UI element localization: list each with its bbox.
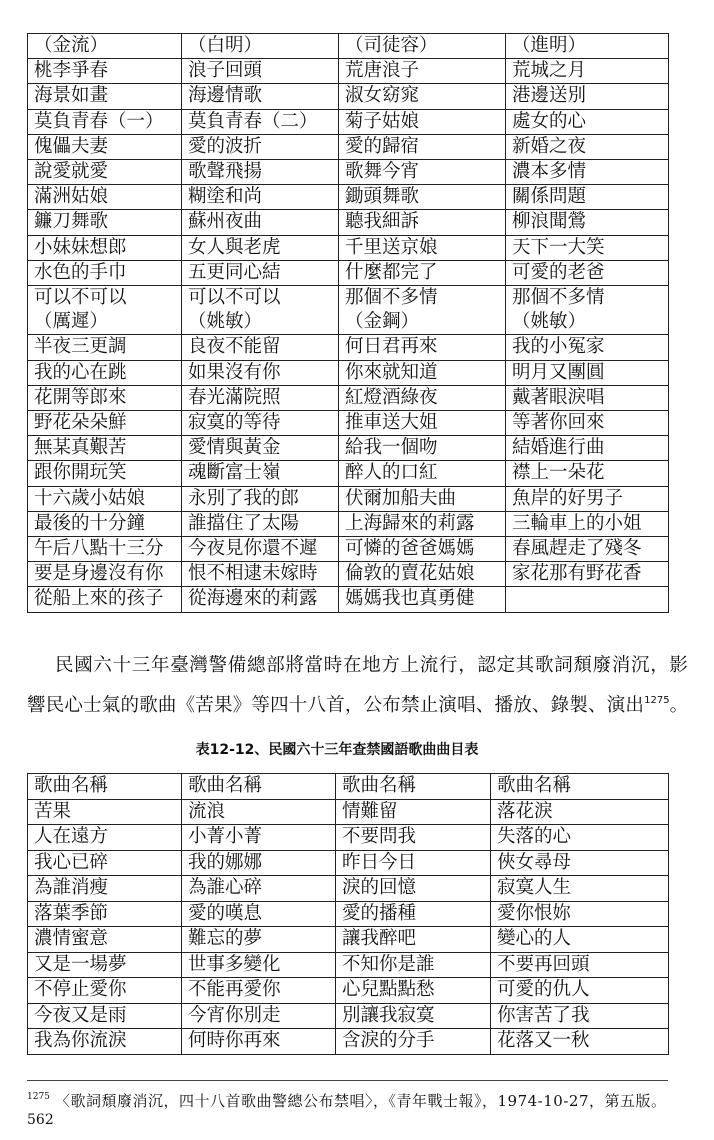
song-list-cell: 桃李爭春 (28, 59, 182, 84)
song-list-table (27, 33, 669, 613)
banned-song-cell: 不要問我 (336, 825, 491, 851)
song-list-cell: 滿洲姑娘 (28, 185, 182, 210)
banned-song-cell: 別讓我寂寞 (336, 1003, 491, 1029)
banned-song-cell: 為誰心碎 (182, 876, 336, 902)
song-list-cell: 那個不多情 （姚敏） (506, 286, 669, 335)
banned-song-cell: 不停止愛你 (28, 978, 182, 1004)
banned-song-cell: 何時你再來 (182, 1029, 336, 1055)
song-list-cell: 等著你回來 (506, 411, 669, 436)
song-list-cell: 倫敦的賣花姑娘 (339, 562, 506, 587)
song-list-cell: 媽媽我也真勇健 (339, 587, 506, 612)
song-list-row (28, 59, 669, 84)
song-list-cell: 五更同心結 (182, 260, 339, 285)
banned-song-cell: 失落的心 (491, 825, 669, 851)
song-list-cell: 十六歲小姑娘 (28, 486, 182, 511)
song-list-cell: 鐮刀舞歌 (28, 210, 182, 235)
song-list-cell: 明月又團圓 (506, 360, 669, 385)
banned-song-cell: 人在遠方 (28, 825, 182, 851)
banned-song-cell: 可愛的仇人 (491, 978, 669, 1004)
song-list-row (28, 537, 669, 562)
banned-song-cell: 你害苦了我 (491, 1003, 669, 1029)
song-list-cell: 給我一個吻 (339, 436, 506, 461)
song-list-cell: 可以不可以 （厲遲） (28, 286, 182, 335)
banned-song-cell: 不能再愛你 (182, 978, 336, 1004)
song-list-cell: 處女的心 (506, 109, 669, 134)
song-list-row (28, 385, 669, 410)
banned-song-cell: 世事多變化 (182, 952, 336, 978)
song-list-cell: 魚岸的好男子 (506, 486, 669, 511)
banned-song-cell: 俠女尋母 (491, 850, 669, 876)
banned-song-cell: 流浪 (182, 799, 336, 825)
song-list-cell: 春光滿院照 (182, 385, 339, 410)
banned-song-cell: 不知你是誰 (336, 952, 491, 978)
song-list-cell: 歌舞今宵 (339, 160, 506, 185)
song-list-cell: 戴著眼淚唱 (506, 385, 669, 410)
song-list-cell: 關係問題 (506, 185, 669, 210)
song-list-cell: 海景如畫 (28, 84, 182, 109)
banned-song-cell: 愛的嘆息 (182, 901, 336, 927)
banned-song-cell: 昨日今日 (336, 850, 491, 876)
song-list-row (28, 360, 669, 385)
song-list-cell: 水色的手巾 (28, 260, 182, 285)
song-list-cell: 我的小冤家 (506, 335, 669, 360)
banned-song-cell: 落葉季節 (28, 901, 182, 927)
banned-song-cell: 我的娜娜 (182, 850, 336, 876)
song-list-cell: 浪子回頭 (182, 59, 339, 84)
song-list-row (28, 235, 669, 260)
banned-song-cell: 變心的人 (491, 927, 669, 953)
song-list-cell: 港邊送別 (506, 84, 669, 109)
banned-song-row (28, 952, 669, 978)
song-list-cell: 說愛就愛 (28, 160, 182, 185)
song-list-cell: 野花朵朵鮮 (28, 411, 182, 436)
banned-song-row (28, 825, 669, 851)
song-list-cell: 襟上一朵花 (506, 461, 669, 486)
song-list-cell: 什麼都完了 (339, 260, 506, 285)
page-number: 562 (27, 1112, 54, 1128)
song-list-cell: 荒唐浪子 (339, 59, 506, 84)
song-list-cell: 寂寞的等待 (182, 411, 339, 436)
song-list-row (28, 34, 669, 59)
banned-song-cell: 含淚的分手 (336, 1029, 491, 1055)
song-list-cell: （金流） (28, 34, 182, 59)
song-list-cell: 可憐的爸爸媽媽 (339, 537, 506, 562)
banned-song-row (28, 978, 669, 1004)
footnote-reference[interactable]: 1275 (644, 695, 670, 706)
song-list-cell: 淑女窈窕 (339, 84, 506, 109)
banned-song-cell: 我為你流淚 (28, 1029, 182, 1055)
song-list-row (28, 210, 669, 235)
footnote-divider (27, 1080, 668, 1081)
song-list-cell: 小妹妹想郎 (28, 235, 182, 260)
song-list-cell: 天下一大笑 (506, 235, 669, 260)
song-list-cell: 我的心在跳 (28, 360, 182, 385)
song-list-row (28, 335, 669, 360)
song-list-cell: 春風趕走了殘冬 (506, 537, 669, 562)
song-list-cell: 愛的波折 (182, 134, 339, 159)
song-list-cell: （白明） (182, 34, 339, 59)
banned-song-row (28, 1029, 669, 1055)
song-list-cell: 荒城之月 (506, 59, 669, 84)
banned-song-cell: 讓我醉吧 (336, 927, 491, 953)
banned-song-row (28, 1003, 669, 1029)
banned-song-cell: 歌曲名稱 (336, 774, 491, 800)
song-list-cell: 伏爾加船夫曲 (339, 486, 506, 511)
song-list-cell: 歌聲飛揚 (182, 160, 339, 185)
banned-song-cell: 我心已碎 (28, 850, 182, 876)
song-list-cell: 恨不相逮未嫁時 (182, 562, 339, 587)
banned-song-row (28, 927, 669, 953)
song-list-cell: 濃本多情 (506, 160, 669, 185)
banned-song-row (28, 901, 669, 927)
song-list-cell: 何日君再來 (339, 335, 506, 360)
song-list-row (28, 109, 669, 134)
song-list-row (28, 436, 669, 461)
paragraph-line-2 (27, 687, 688, 720)
song-list-cell: 今夜見你還不遲 (182, 537, 339, 562)
song-list-cell: 無某真艱苦 (28, 436, 182, 461)
banned-song-cell: 為誰消瘦 (28, 876, 182, 902)
banned-song-cell: 小菁小菁 (182, 825, 336, 851)
paragraph-text: 民國六十三年臺灣警備總部將當時在地方上流行，認定其歌詞頹廢消沉，影 (55, 655, 689, 676)
song-list-cell: 千里送京娘 (339, 235, 506, 260)
song-list-cell: 蘇州夜曲 (182, 210, 339, 235)
banned-song-row (28, 876, 669, 902)
song-list-cell: 上海歸來的莉露 (339, 511, 506, 536)
song-list-cell: 柳浪聞鶯 (506, 210, 669, 235)
song-list-cell: 從海邊來的莉露 (182, 587, 339, 612)
song-list-cell: 可以不可以 （姚敏） (182, 286, 339, 335)
song-list-row (28, 160, 669, 185)
song-list-cell: 莫負青春（一） (28, 109, 182, 134)
song-list-cell: 從船上來的孩子 (28, 587, 182, 612)
footnote-number: 1275 (27, 1092, 50, 1102)
paragraph-text: 響民心士氣的歌曲《苦果》等四十八首，公布禁止演唱、播放、錄製、演出 (27, 695, 645, 716)
banned-songs-body (28, 774, 669, 1055)
banned-song-cell: 又是一場夢 (28, 952, 182, 978)
banned-song-cell: 愛的播種 (336, 901, 491, 927)
song-list-cell: 糊塗和尚 (182, 185, 339, 210)
song-list-cell: 如果沒有你 (182, 360, 339, 385)
paragraph-line-1 (55, 652, 689, 680)
banned-song-cell: 花落又一秋 (491, 1029, 669, 1055)
banned-song-cell: 苦果 (28, 799, 182, 825)
song-list-cell: （司徒容） (339, 34, 506, 59)
song-list-cell: 三輪車上的小姐 (506, 511, 669, 536)
song-list-cell: 聽我細訴 (339, 210, 506, 235)
banned-song-row (28, 850, 669, 876)
song-list-cell: 可愛的老爸 (506, 260, 669, 285)
banned-song-cell: 歌曲名稱 (182, 774, 336, 800)
song-list-cell: 你來就知道 (339, 360, 506, 385)
song-list-cell: 海邊情歌 (182, 84, 339, 109)
song-list-row (28, 486, 669, 511)
footnote (27, 1087, 667, 1111)
banned-song-cell: 今夜又是雨 (28, 1003, 182, 1029)
song-list-cell: 家花那有野花香 (506, 562, 669, 587)
banned-song-row (28, 799, 669, 825)
song-list-cell: 誰擋住了太陽 (182, 511, 339, 536)
song-list-cell: 傀儡夫妻 (28, 134, 182, 159)
banned-song-cell: 不要再回頭 (491, 952, 669, 978)
song-list-cell: 魂斷富士嶺 (182, 461, 339, 486)
song-list-cell: 愛情與黃金 (182, 436, 339, 461)
song-list-cell (506, 587, 669, 612)
banned-song-cell: 情難留 (336, 799, 491, 825)
banned-song-cell: 歌曲名稱 (491, 774, 669, 800)
song-list-row (28, 587, 669, 612)
banned-song-cell: 愛你恨妳 (491, 901, 669, 927)
song-list-row (28, 461, 669, 486)
song-list-cell: （進明） (506, 34, 669, 59)
song-list-cell: 結婚進行曲 (506, 436, 669, 461)
song-list-cell: 半夜三更調 (28, 335, 182, 360)
banned-song-cell: 今宵你別走 (182, 1003, 336, 1029)
song-list-row (28, 562, 669, 587)
song-list-cell: 推車送大姐 (339, 411, 506, 436)
banned-song-cell: 濃情蜜意 (28, 927, 182, 953)
banned-songs-table (27, 773, 669, 1055)
song-list-row (28, 185, 669, 210)
banned-song-row (28, 774, 669, 800)
song-list-row (28, 511, 669, 536)
song-list-row (28, 286, 669, 335)
song-list-row (28, 411, 669, 436)
banned-song-cell: 淚的回憶 (336, 876, 491, 902)
banned-song-cell: 歌曲名稱 (28, 774, 182, 800)
song-list-cell: 要是身邊沒有你 (28, 562, 182, 587)
song-list-cell: 鋤頭舞歌 (339, 185, 506, 210)
song-list-row (28, 134, 669, 159)
song-list-cell: 跟你開玩笑 (28, 461, 182, 486)
banned-song-cell: 落花淚 (491, 799, 669, 825)
song-list-cell: 新婚之夜 (506, 134, 669, 159)
song-list-row (28, 84, 669, 109)
song-list-cell: 那個不多情 （金鋼） (339, 286, 506, 335)
song-list-cell: 最後的十分鐘 (28, 511, 182, 536)
song-list-cell: 紅燈酒綠夜 (339, 385, 506, 410)
footnote-text: 〈歌詞頹廢消沉，四十八首歌曲警總公布禁唱〉，《青年戰士報》，1974-10-27，第五版。 (55, 1092, 667, 1110)
song-list-cell: 午后八點十三分 (28, 537, 182, 562)
song-list-cell: 莫負青春（二） (182, 109, 339, 134)
song-list-cell: 女人與老虎 (182, 235, 339, 260)
song-list-cell: 愛的歸宿 (339, 134, 506, 159)
paragraph-end-punctuation: 。 (669, 695, 689, 716)
song-list-cell: 永別了我的郎 (182, 486, 339, 511)
song-list-cell: 花開等郎來 (28, 385, 182, 410)
song-list-row (28, 260, 669, 285)
song-list-cell: 醉人的口紅 (339, 461, 506, 486)
banned-song-cell: 難忘的夢 (182, 927, 336, 953)
table-caption: 表12-12、民國六十三年查禁國語歌曲曲目表 (195, 742, 479, 758)
song-list-cell: 菊子姑娘 (339, 109, 506, 134)
song-list-body (28, 34, 669, 613)
banned-song-cell: 寂寞人生 (491, 876, 669, 902)
banned-song-cell: 心兒點點愁 (336, 978, 491, 1004)
song-list-cell: 良夜不能留 (182, 335, 339, 360)
